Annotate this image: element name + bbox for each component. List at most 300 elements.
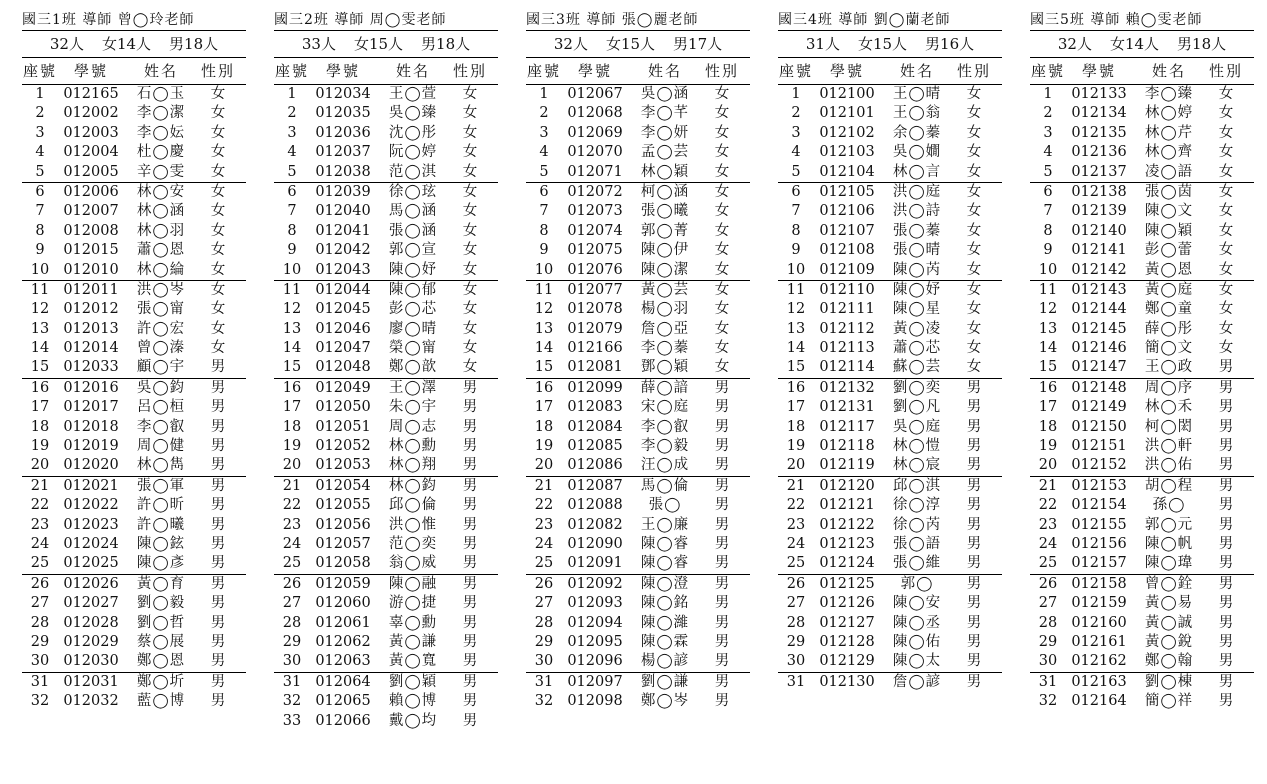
gender: 男 xyxy=(966,418,982,435)
table-row xyxy=(778,496,1002,515)
table-row xyxy=(274,575,498,594)
seat-number: 16 xyxy=(786,379,806,396)
gender: 男 xyxy=(1218,457,1234,474)
class-roster-4 xyxy=(778,10,1002,731)
seat-number: 17 xyxy=(534,399,554,416)
gender: 男 xyxy=(966,535,982,552)
student-id: 012096 xyxy=(567,653,623,670)
class-stats xyxy=(22,30,246,58)
student-name: 辛◯雯 xyxy=(136,163,186,180)
student-name: 洪◯詩 xyxy=(892,203,942,220)
table-row xyxy=(22,85,246,104)
gender: 女 xyxy=(966,144,982,161)
gender: 男 xyxy=(462,418,478,435)
student-name: 張◯涵 xyxy=(388,222,438,239)
student-id: 012119 xyxy=(819,457,875,474)
gender: 女 xyxy=(714,105,730,122)
gender: 女 xyxy=(966,105,982,122)
gender: 女 xyxy=(714,281,730,298)
student-id: 012070 xyxy=(567,144,623,161)
gender: 女 xyxy=(462,301,478,318)
gender: 女 xyxy=(714,124,730,141)
table-row xyxy=(526,241,750,260)
table-row xyxy=(1030,652,1254,672)
column-header: 姓名 xyxy=(395,62,430,80)
student-id: 012151 xyxy=(1071,438,1127,455)
student-name: 陳◯睿 xyxy=(640,535,690,552)
student-id: 012099 xyxy=(567,379,623,396)
student-id: 012059 xyxy=(315,575,371,592)
table-row xyxy=(274,456,498,476)
student-name: 林◯愷 xyxy=(892,438,942,455)
student-name: 林◯齊 xyxy=(1144,144,1194,161)
student-name: 曾◯銓 xyxy=(1144,575,1194,592)
seat-number: 9 xyxy=(791,242,801,259)
seat-number: 21 xyxy=(786,477,806,494)
student-id: 012003 xyxy=(63,124,119,141)
table-row xyxy=(778,281,1002,300)
column-header: 學號 xyxy=(1081,62,1116,80)
table-row xyxy=(1030,379,1254,398)
table-row xyxy=(778,143,1002,162)
table-row xyxy=(22,594,246,613)
seat-number: 29 xyxy=(786,633,806,650)
student-list xyxy=(1030,85,1254,712)
gender: 男 xyxy=(1218,379,1234,396)
seat-number: 15 xyxy=(534,359,554,376)
student-id: 012086 xyxy=(567,457,623,474)
table-row xyxy=(274,418,498,437)
gender: 女 xyxy=(966,183,982,200)
student-id: 012139 xyxy=(1071,203,1127,220)
student-name: 李◯叡 xyxy=(136,418,186,435)
student-name: 洪◯岑 xyxy=(136,281,186,298)
seat-number: 12 xyxy=(30,301,50,318)
table-row xyxy=(526,633,750,652)
student-name: 榮◯甯 xyxy=(388,340,438,357)
student-name: 杜◯慶 xyxy=(136,144,186,161)
seat-number: 31 xyxy=(30,673,50,690)
gender: 男 xyxy=(462,379,478,396)
table-row xyxy=(274,222,498,241)
class-stats xyxy=(1030,30,1254,58)
stat-boys: 男18人 xyxy=(421,35,471,53)
gender: 男 xyxy=(1218,438,1234,455)
student-id: 012091 xyxy=(567,555,623,572)
table-row xyxy=(778,320,1002,339)
table-row xyxy=(778,535,1002,554)
student-name: 沈◯彤 xyxy=(388,124,438,141)
table-row xyxy=(1030,633,1254,652)
student-id: 012046 xyxy=(315,320,371,337)
stat-boys: 男18人 xyxy=(169,35,219,53)
gender: 女 xyxy=(1218,144,1234,161)
gender: 女 xyxy=(1218,301,1234,318)
table-row xyxy=(526,124,750,143)
gender: 男 xyxy=(966,438,982,455)
gender: 男 xyxy=(966,595,982,612)
table-row xyxy=(1030,281,1254,300)
student-id: 012065 xyxy=(315,693,371,710)
student-id: 012140 xyxy=(1071,222,1127,239)
student-id: 012007 xyxy=(63,203,119,220)
gender: 女 xyxy=(966,242,982,259)
student-id: 012114 xyxy=(819,359,875,376)
student-list xyxy=(274,85,498,731)
student-id: 012078 xyxy=(567,301,623,318)
student-id: 012131 xyxy=(819,399,875,416)
student-id: 012045 xyxy=(315,301,371,318)
seat-number: 31 xyxy=(786,673,806,690)
table-row xyxy=(526,320,750,339)
student-id: 012159 xyxy=(1071,595,1127,612)
seat-number: 28 xyxy=(30,614,50,631)
table-row xyxy=(22,202,246,221)
student-name: 陳◯芮 xyxy=(892,261,942,278)
seat-number: 3 xyxy=(1043,124,1053,141)
student-id: 012128 xyxy=(819,633,875,650)
table-row xyxy=(274,143,498,162)
seat-number: 26 xyxy=(534,575,554,592)
table-row xyxy=(274,261,498,281)
seat-number: 21 xyxy=(282,477,302,494)
table-row xyxy=(22,633,246,652)
gender: 女 xyxy=(462,144,478,161)
gender: 男 xyxy=(210,359,226,376)
student-id: 012051 xyxy=(315,418,371,435)
table-row xyxy=(1030,418,1254,437)
student-list xyxy=(22,85,246,712)
class-roster-2 xyxy=(274,10,498,731)
student-id: 012124 xyxy=(819,555,875,572)
gender: 男 xyxy=(714,595,730,612)
student-name: 林◯宸 xyxy=(892,457,942,474)
table-row xyxy=(22,692,246,711)
student-id: 012032 xyxy=(63,693,119,710)
seat-number: 9 xyxy=(287,242,297,259)
student-name: 凌◯語 xyxy=(1144,163,1194,180)
student-name: 林◯婷 xyxy=(1144,105,1194,122)
table-row xyxy=(526,281,750,300)
table-row xyxy=(526,535,750,554)
gender: 男 xyxy=(462,497,478,514)
table-row xyxy=(274,535,498,554)
student-name: 陳◯鉉 xyxy=(136,535,186,552)
student-name: 洪◯庭 xyxy=(892,183,942,200)
student-id: 012164 xyxy=(1071,693,1127,710)
gender: 女 xyxy=(462,124,478,141)
student-name: 馬◯倫 xyxy=(640,477,690,494)
seat-number: 25 xyxy=(786,555,806,572)
table-row xyxy=(274,183,498,202)
seat-number: 26 xyxy=(30,575,50,592)
stat-girls: 女14人 xyxy=(1109,35,1160,53)
gender: 女 xyxy=(210,124,226,141)
seat-number: 21 xyxy=(1038,477,1058,494)
student-id: 012132 xyxy=(819,379,875,396)
seat-number: 24 xyxy=(30,535,50,552)
gender: 女 xyxy=(714,183,730,200)
student-name: 徐◯玹 xyxy=(388,183,438,200)
table-row xyxy=(778,339,1002,358)
student-name: 翁◯威 xyxy=(388,555,438,572)
student-id: 012018 xyxy=(63,418,119,435)
seat-number: 19 xyxy=(786,438,806,455)
class-title: 國三4班 導師 劉◯蘭老師 xyxy=(778,12,951,28)
table-row xyxy=(778,398,1002,417)
class-title: 國三3班 導師 張◯麗老師 xyxy=(526,12,699,28)
class-roster-1 xyxy=(22,10,246,731)
gender: 男 xyxy=(1218,535,1234,552)
student-name: 林◯穎 xyxy=(640,163,690,180)
gender: 男 xyxy=(714,535,730,552)
seat-number: 3 xyxy=(791,124,801,141)
gender: 男 xyxy=(1218,693,1234,710)
gender: 女 xyxy=(462,86,478,102)
seat-number: 18 xyxy=(30,418,50,435)
gender: 男 xyxy=(462,693,478,710)
student-id: 012073 xyxy=(567,203,623,220)
gender: 男 xyxy=(1218,595,1234,612)
student-name: 柯◯閎 xyxy=(1144,418,1194,435)
student-name: 邱◯淇 xyxy=(892,477,942,494)
table-row xyxy=(274,241,498,260)
gender: 男 xyxy=(210,595,226,612)
seat-number: 2 xyxy=(791,105,801,122)
column-header: 學號 xyxy=(829,62,864,80)
table-row xyxy=(1030,143,1254,162)
student-name: 劉◯謙 xyxy=(640,673,690,690)
seat-number: 11 xyxy=(282,281,302,298)
gender: 男 xyxy=(462,712,478,729)
seat-number: 30 xyxy=(534,653,554,670)
student-id: 012162 xyxy=(1071,653,1127,670)
seat-number: 27 xyxy=(786,595,806,612)
column-header: 座號 xyxy=(526,62,561,80)
student-name: 林◯言 xyxy=(892,163,942,180)
table-row xyxy=(778,85,1002,104)
table-row xyxy=(778,614,1002,633)
seat-number: 11 xyxy=(30,281,50,298)
gender: 女 xyxy=(462,105,478,122)
table-row xyxy=(778,261,1002,281)
stat-girls: 女15人 xyxy=(353,35,404,53)
student-id: 012067 xyxy=(567,86,623,102)
gender: 男 xyxy=(714,438,730,455)
student-name: 簡◯祥 xyxy=(1144,693,1194,710)
table-row xyxy=(22,124,246,143)
student-id: 012103 xyxy=(819,144,875,161)
table-row xyxy=(274,339,498,358)
table-row xyxy=(1030,398,1254,417)
student-id: 012066 xyxy=(315,712,371,729)
student-name: 李◯妍 xyxy=(640,124,690,141)
student-id: 012155 xyxy=(1071,516,1127,533)
student-name: 林◯鈞 xyxy=(388,477,438,494)
seat-number: 27 xyxy=(282,595,302,612)
table-row xyxy=(778,554,1002,574)
seat-number: 25 xyxy=(30,555,50,572)
seat-number: 4 xyxy=(287,144,297,161)
student-id: 012112 xyxy=(819,320,875,337)
student-id: 012135 xyxy=(1071,124,1127,141)
table-row xyxy=(1030,124,1254,143)
gender: 男 xyxy=(1218,575,1234,592)
table-row xyxy=(1030,437,1254,456)
student-name: 周◯志 xyxy=(388,418,438,435)
student-id: 012016 xyxy=(63,379,119,396)
seat-number: 29 xyxy=(1038,633,1058,650)
student-name: 王◯翁 xyxy=(892,105,942,122)
table-row xyxy=(778,241,1002,260)
student-id: 012123 xyxy=(819,535,875,552)
table-row xyxy=(274,104,498,123)
gender: 男 xyxy=(462,673,478,690)
seat-number: 1 xyxy=(35,86,45,102)
student-name: 李◯芊 xyxy=(640,105,690,122)
stat-total: 32人 xyxy=(49,35,84,53)
seat-number: 33 xyxy=(282,712,302,729)
student-id: 012037 xyxy=(315,144,371,161)
table-row xyxy=(778,652,1002,672)
student-name: 陳◯妤 xyxy=(892,281,942,298)
seat-number: 20 xyxy=(282,457,302,474)
gender: 女 xyxy=(714,163,730,180)
student-name: 張◯語 xyxy=(892,535,942,552)
stat-boys: 男17人 xyxy=(673,35,723,53)
seat-number: 27 xyxy=(30,595,50,612)
student-name: 詹◯諺 xyxy=(892,673,942,690)
student-name: 廖◯晴 xyxy=(388,320,438,337)
table-row xyxy=(22,143,246,162)
table-row xyxy=(274,496,498,515)
table-row xyxy=(274,85,498,104)
column-header: 性別 xyxy=(200,62,235,80)
seat-number: 22 xyxy=(1038,497,1058,514)
seat-number: 23 xyxy=(786,516,806,533)
gender: 女 xyxy=(966,301,982,318)
table-row xyxy=(1030,261,1254,281)
student-name: 張◯ xyxy=(648,497,682,514)
seat-number: 2 xyxy=(539,105,549,122)
table-row xyxy=(526,85,750,104)
table-header xyxy=(274,58,498,85)
student-id: 012098 xyxy=(567,693,623,710)
stat-total: 32人 xyxy=(553,35,588,53)
student-name: 陳◯妤 xyxy=(388,261,438,278)
gender: 女 xyxy=(966,203,982,220)
seat-number: 18 xyxy=(534,418,554,435)
column-header: 姓名 xyxy=(143,62,178,80)
gender: 女 xyxy=(210,320,226,337)
column-header: 座號 xyxy=(22,62,57,80)
gender: 男 xyxy=(210,653,226,670)
student-id: 012049 xyxy=(315,379,371,396)
class-roster-5 xyxy=(1030,10,1254,731)
gender: 女 xyxy=(210,163,226,180)
seat-number: 26 xyxy=(282,575,302,592)
table-row xyxy=(274,554,498,574)
seat-number: 4 xyxy=(539,144,549,161)
student-id: 012090 xyxy=(567,535,623,552)
gender: 女 xyxy=(462,261,478,278)
table-row xyxy=(274,633,498,652)
student-id: 012081 xyxy=(567,359,623,376)
student-name: 吳◯臻 xyxy=(388,105,438,122)
student-name: 簡◯文 xyxy=(1144,340,1194,357)
student-name: 劉◯穎 xyxy=(388,673,438,690)
student-id: 012120 xyxy=(819,477,875,494)
student-id: 012107 xyxy=(819,222,875,239)
seat-number: 19 xyxy=(282,438,302,455)
table-row xyxy=(526,339,750,358)
seat-number: 13 xyxy=(30,320,50,337)
gender: 男 xyxy=(966,633,982,650)
student-name: 張◯茵 xyxy=(1144,183,1194,200)
student-name: 范◯奕 xyxy=(388,535,438,552)
table-row xyxy=(274,516,498,535)
student-id: 012108 xyxy=(819,242,875,259)
student-name: 林◯雋 xyxy=(136,457,186,474)
seat-number: 7 xyxy=(1043,203,1053,220)
table-row xyxy=(778,594,1002,613)
student-name: 王◯廉 xyxy=(640,516,690,533)
seat-number: 17 xyxy=(1038,399,1058,416)
student-id: 012022 xyxy=(63,497,119,514)
student-id: 012100 xyxy=(819,86,875,102)
seat-number: 26 xyxy=(1038,575,1058,592)
student-id: 012129 xyxy=(819,653,875,670)
table-row xyxy=(778,437,1002,456)
gender: 女 xyxy=(966,86,982,102)
column-header: 姓名 xyxy=(1151,62,1186,80)
seat-number: 30 xyxy=(282,653,302,670)
student-id: 012052 xyxy=(315,438,371,455)
student-name: 王◯萱 xyxy=(388,86,438,102)
gender: 男 xyxy=(462,477,478,494)
seat-number: 17 xyxy=(282,399,302,416)
seat-number: 23 xyxy=(1038,516,1058,533)
student-name: 陳◯佑 xyxy=(892,633,942,650)
seat-number: 14 xyxy=(534,340,554,357)
gender: 男 xyxy=(714,555,730,572)
table-row xyxy=(1030,516,1254,535)
student-name: 王◯晴 xyxy=(892,86,942,102)
student-name: 劉◯哲 xyxy=(136,614,186,631)
column-header: 座號 xyxy=(274,62,309,80)
student-name: 徐◯芮 xyxy=(892,516,942,533)
student-id: 012121 xyxy=(819,497,875,514)
seat-number: 1 xyxy=(539,86,549,102)
stat-girls: 女15人 xyxy=(605,35,656,53)
seat-number: 11 xyxy=(1038,281,1058,298)
gender: 男 xyxy=(462,614,478,631)
student-name: 宋◯庭 xyxy=(640,399,690,416)
seat-number: 26 xyxy=(786,575,806,592)
table-row xyxy=(274,437,498,456)
table-row xyxy=(526,594,750,613)
table-row xyxy=(1030,614,1254,633)
table-row xyxy=(526,554,750,574)
student-name: 吳◯庭 xyxy=(892,418,942,435)
table-row xyxy=(22,300,246,319)
table-row xyxy=(22,339,246,358)
student-id: 012083 xyxy=(567,399,623,416)
gender: 男 xyxy=(1218,399,1234,416)
student-name: 陳◯瑋 xyxy=(1144,555,1194,572)
student-name: 薛◯彤 xyxy=(1144,320,1194,337)
student-name: 鄭◯童 xyxy=(1144,301,1194,318)
